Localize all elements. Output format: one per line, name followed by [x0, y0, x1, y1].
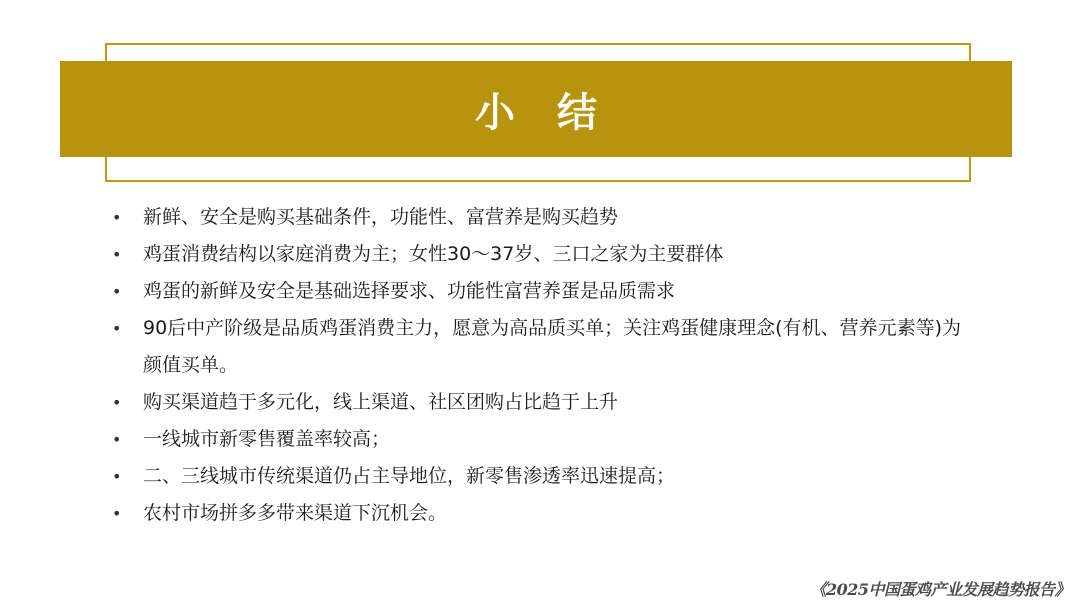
bullet-text: 农村市场拼多多带来渠道下沉机会。 [143, 502, 448, 524]
bullet-item [112, 199, 972, 236]
bullet-item [112, 310, 972, 384]
bullet-text: 新鲜、安全是购买基础条件，功能性、富营养是购买趋势 [143, 206, 619, 228]
bullet-text: 90后中产阶级是品质鸡蛋消费主力，愿意为高品质买单；关注鸡蛋健康理念(有机、营养元素等)为颜值买单。 [143, 317, 962, 376]
slide-title: 小 结 [475, 89, 611, 136]
bullet-text: 二、三线城市传统渠道仍占主导地位，新零售渗透率迅速提高； [143, 465, 676, 487]
bullet-icon: • [112, 245, 122, 264]
summary-bullet-list [112, 199, 972, 532]
bullet-icon: • [112, 319, 122, 338]
bullet-item [112, 495, 972, 532]
bullet-icon: • [112, 430, 122, 449]
bullet-icon: • [112, 504, 122, 523]
bullet-text: 购买渠道趋于多元化，线上渠道、社区团购占比趋于上升 [143, 391, 619, 413]
bullet-text: 鸡蛋的新鲜及安全是基础选择要求、功能性富营养蛋是品质需求 [143, 280, 676, 302]
bullet-icon: • [112, 393, 122, 412]
bullet-icon: • [112, 208, 122, 227]
bullet-item [112, 421, 972, 458]
bullet-item [112, 458, 972, 495]
title-banner [60, 61, 1012, 157]
bullet-item [112, 384, 972, 421]
bullet-item [112, 273, 972, 310]
bullet-icon: • [112, 282, 122, 301]
bullet-icon: • [112, 467, 122, 486]
bullet-text: 鸡蛋消费结构以家庭消费为主；女性30～37岁、三口之家为主要群体 [143, 243, 724, 265]
bullet-item [112, 236, 972, 273]
bullet-text: 一线城市新零售覆盖率较高； [143, 428, 391, 450]
report-source-footer: 《2025中国蛋鸡产业发展趋势报告》 [810, 580, 1070, 599]
